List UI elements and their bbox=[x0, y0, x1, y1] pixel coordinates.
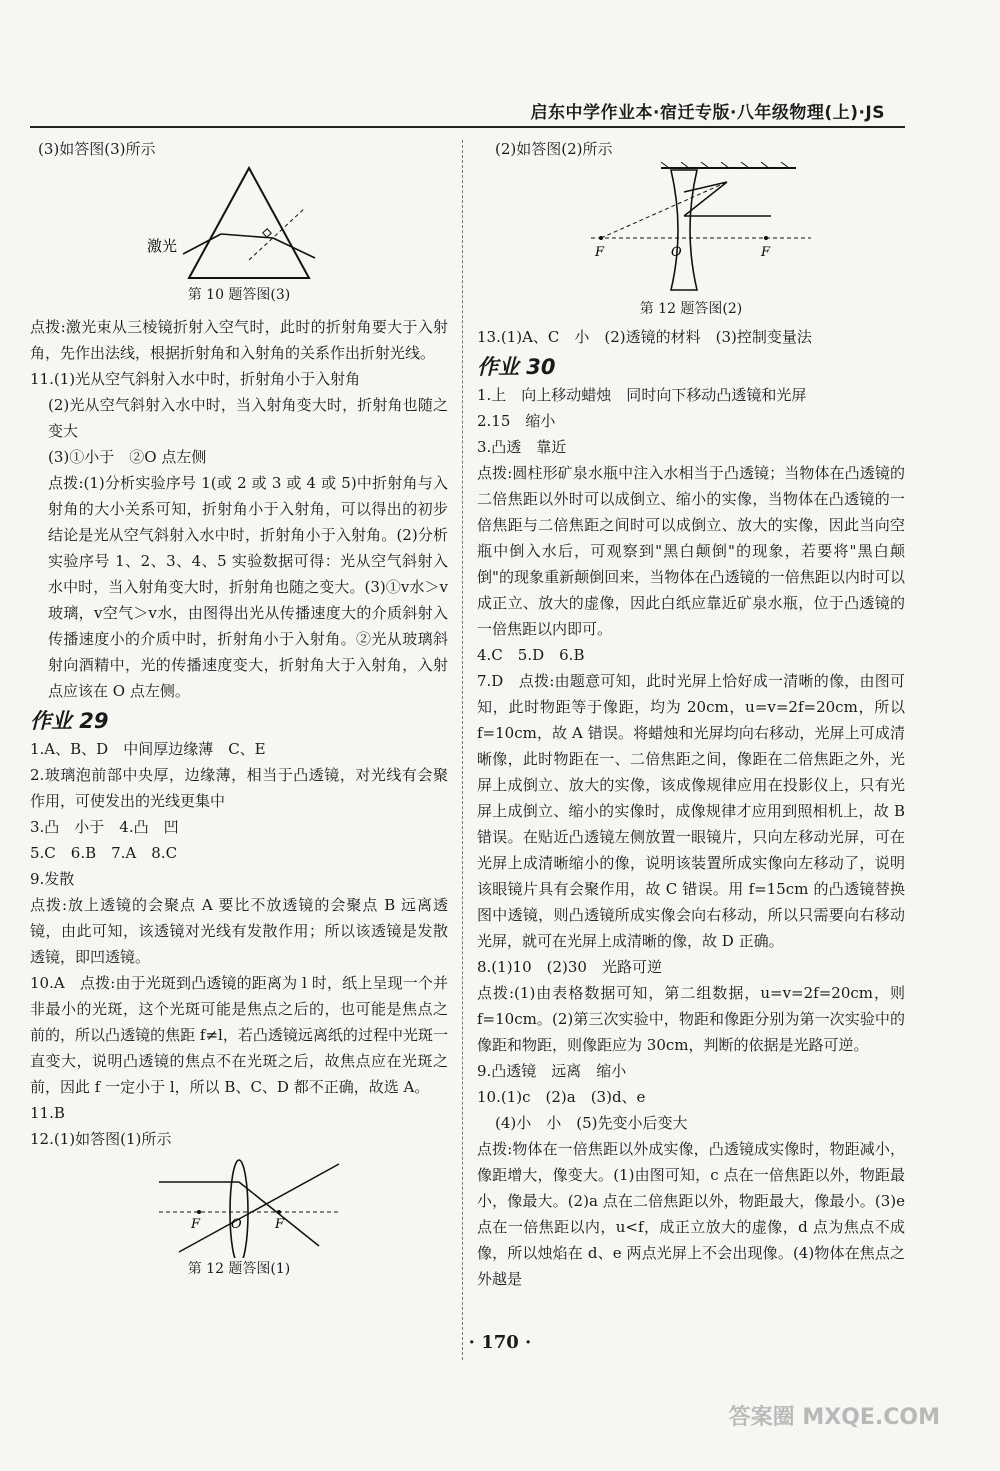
laser-label: 激光 bbox=[147, 237, 178, 255]
figure-12-2-caption: 第 12 题答图(2) bbox=[639, 301, 743, 317]
answer-30-4: 4.C 5.D 6.B bbox=[477, 646, 585, 664]
focus-right-dot-2 bbox=[764, 236, 768, 240]
watermark: 答案圈 MXQE.COM bbox=[728, 1405, 940, 1430]
answer-11-3: (3)①小于 ②O 点左侧 bbox=[48, 448, 207, 466]
answer-29-11: 11.B bbox=[30, 1104, 65, 1122]
focus-left-label-2: F bbox=[595, 245, 605, 260]
answer-12-2: (2)如答图(2)所示 bbox=[495, 140, 613, 158]
answer-29-2: 2.玻璃泡前部中央厚，边缘薄，相当于凸透镜，对光线有会聚作用，可使发出的光线更集中 bbox=[30, 766, 448, 810]
optical-center-label: O bbox=[231, 1217, 242, 1232]
left-column bbox=[30, 136, 448, 1280]
optical-center-label-2: O bbox=[671, 245, 682, 260]
tip-30-8: 点拨:(1)由表格数据可知，第二组数据，u=v=2f=20cm，则 f=10cm。(2)第三次实验中，物距和像距分别为第一次实验中的像距和物距，则像距应为 30cm，判断的依据是光路可逆。 bbox=[477, 984, 905, 1054]
concave-lens-diagram bbox=[561, 162, 821, 298]
focus-left-dot-2 bbox=[599, 236, 603, 240]
tip-11: 点拨:(1)分析实验序号 1(或 2 或 3 或 4 或 5)中折射角与入射角的大小关系可知，折射角小于入射角，可以得出的初步结论是光从空气斜射入水中时，折射角小于入射角。(2)分析实验序号 1、2、3、4、5 实验数据可得：光从空气斜射入水中时，当入射角变大时，折射角也随之变大。(3)①v水＞v玻璃，v空气＞v水，由图得出光从传播速度大的介质斜射入传播速度小的介质中时，折射角小于入射角。②光从玻璃斜射向酒精中，光的传播速度变大，折射角大于入射角，入射点应该在 O 点左侧。 bbox=[48, 474, 448, 700]
figure-12-concave-lens bbox=[477, 162, 905, 298]
focus-right-dot bbox=[277, 1210, 281, 1214]
figure-12-1-caption: 第 12 题答图(1) bbox=[187, 1261, 291, 1277]
figure-10-caption: 第 10 题答图(3) bbox=[187, 287, 291, 303]
emergent-ray bbox=[273, 238, 315, 258]
answer-13: 13.(1)A、C 小 (2)透镜的材料 (3)控制变量法 bbox=[477, 328, 812, 346]
header-title: 启东中学作业本·宿迁专版·八年级物理(上)·JS bbox=[530, 103, 885, 123]
focus-right-label: F bbox=[275, 1217, 285, 1232]
answer-11-1: 11.(1)光从空气斜射入水中时，折射角小于入射角 bbox=[30, 370, 361, 388]
tip-29-9: 点拨:放上透镜的会聚点 A 要比不放透镜的会聚点 B 远离透镜，由此可知，该透镜对光线有发散作用；所以该透镜是发散透镜，即凹透镜。 bbox=[30, 896, 448, 966]
answer-30-1: 1.上 向上移动蜡烛 同时向下移动凸透镜和光屏 bbox=[477, 386, 807, 404]
tip-30-3: 点拨:圆柱形矿泉水瓶中注入水相当于凸透镜；当物体在凸透镜的二倍焦距以外时可以成倒立、缩小的实像，当物体在凸透镜的一倍焦距与二倍焦距之间时可以成倒立、放大的实像，因此当向空瓶中倒入水后，可观察到"黑白颠倒"的现象，若要将"黑白颠倒"的现象重新颠倒回来，当物体在凸透镜的一倍焦距以内时可以成正立、放大的虚像，因此白纸应靠近矿泉水瓶，位于凸透镜的一倍焦距以内即可。 bbox=[477, 464, 905, 638]
incident-ray bbox=[183, 234, 221, 254]
answer-29-5: 5.C 6.B 7.A 8.C bbox=[30, 844, 178, 862]
answer-30-7: 7.D 点拨:由题意可知，此时光屏上恰好成一清晰的像，由图可知，此时物距等于像距，均为 20cm，u=v=2f=20cm，所以 f=10cm，故 A 错误。将蜡烛和光屏均向右移动，光屏上可成清晰像，此时物距在一、二倍焦距之间，像距在二倍焦距之外，光屏上成倒立、放大的实像，该成像规律应用在投影仪上，只有光屏上成倒立、缩小的实像时，成像规律才应用到照相机上，故 B 错误。在贴近凸透镜左侧放置一眼镜片，只向左移动光屏，可在光屏上成清晰缩小的像，说明该装置所成实像向左移动了，说明该眼镜片具有会聚作用，故 C 错误。用 f=15cm 的凸透镜替换图中透镜，则凸透镜所成实像会向右移动，所以只需要向右移动光屏，就可在光屏上成清晰的像，故 D 正确。 bbox=[477, 672, 905, 950]
answer-29-12: 12.(1)如答图(1)所示 bbox=[30, 1130, 172, 1148]
answer-30-8: 8.(1)10 (2)30 光路可逆 bbox=[477, 958, 662, 976]
tip-10: 点拨:激光束从三棱镜折射入空气时，此时的折射角要大于入射角，先作出法线，根据折射角和入射角的关系作出折射光线。 bbox=[30, 318, 448, 362]
homework-30-heading: 作业 30 bbox=[477, 355, 556, 379]
extension-line bbox=[601, 182, 727, 238]
answer-29-9: 9.发散 bbox=[30, 870, 75, 888]
page-number: · 170 · bbox=[468, 1332, 532, 1353]
tip-30-10: 点拨:物体在一倍焦距以外成实像，凸透镜成实像时，物距减小，像距增大，像变大。(1)由图可知，c 点在一倍焦距以外，物距最小，像最大。(2)a 点在二倍焦距以外，物距最大，像最小。(3)e 点在一倍焦距以内，u<f，成正立放大的虚像，d 点为焦点不成像，所以烛焰在 d、e 两点光屏上不会出现像。(4)物体在焦点之外越是 bbox=[477, 1140, 905, 1288]
convex-lens-diagram bbox=[119, 1152, 359, 1258]
focus-left-dot bbox=[197, 1210, 201, 1214]
answer-11-2: (2)光从空气斜射入水中时，当入射角变大时，折射角也随之变大 bbox=[48, 396, 448, 440]
answer-29-1: 1.A、B、D 中间厚边缘薄 C、E bbox=[30, 740, 266, 758]
right-column bbox=[477, 136, 905, 1292]
answer-30-3: 3.凸透 靠近 bbox=[477, 438, 567, 456]
focus-left-label: F bbox=[191, 1217, 201, 1232]
focus-right-label-2: F bbox=[761, 245, 771, 260]
normal-line bbox=[249, 208, 305, 260]
answer-30-9: 9.凸透镜 远离 缩小 bbox=[477, 1062, 627, 1080]
column-divider bbox=[462, 140, 463, 1360]
focal-ray bbox=[179, 1164, 339, 1252]
figure-10-prism bbox=[30, 162, 448, 284]
prism-shape bbox=[189, 168, 309, 278]
page-header bbox=[30, 96, 905, 128]
convex-lens bbox=[230, 1160, 248, 1258]
answer-29-3: 3.凸 小于 4.凸 凹 bbox=[30, 818, 179, 836]
homework-29-heading: 作业 29 bbox=[30, 709, 109, 733]
concave-lens bbox=[671, 170, 697, 290]
prism-diagram bbox=[109, 162, 369, 284]
answer-30-10: 10.(1)c (2)a (3)d、e bbox=[477, 1088, 646, 1106]
answer-10-3: (3)如答图(3)所示 bbox=[38, 140, 156, 158]
figure-12-convex-lens bbox=[30, 1152, 448, 1258]
right-angle-mark bbox=[263, 229, 271, 237]
answer-30-10b: (4)小 小 (5)先变小后变大 bbox=[495, 1114, 688, 1132]
answer-29-10: 10.A 点拨:由于光斑到凸透镜的距离为 l 时，纸上呈现一个并非最小的光斑，这个光斑可能是焦点之后的，也可能是焦点之前的，所以凸透镜的焦距 f≠l，若凸透镜远离纸的过程中光斑一直变大，说明凸透镜的焦点不在光斑之后，故焦点应在光斑之前，因此 f 一定小于 l，所以 B、C、D 都不正确，故选 A。 bbox=[30, 974, 448, 1096]
answer-30-2: 2.15 缩小 bbox=[477, 412, 556, 430]
